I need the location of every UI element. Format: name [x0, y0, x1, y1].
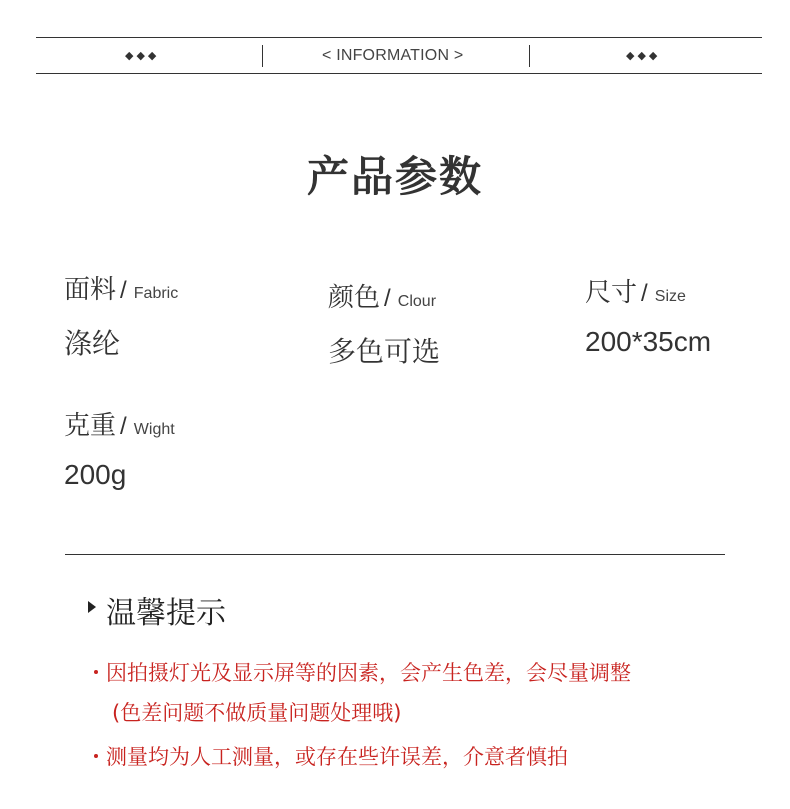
header-top-rule	[36, 37, 762, 38]
tips-heading	[88, 588, 226, 632]
triangle-bullet-icon	[88, 601, 96, 613]
tip-line-3	[94, 741, 568, 771]
spec-size-label	[585, 280, 686, 308]
spec-weight-label-cn: 克重	[64, 411, 117, 441]
header-right-divider	[529, 45, 530, 67]
tip-line-3-text: 测量均为人工测量，或存在些许误差，介意者慎拍	[106, 745, 568, 769]
spec-size-value: 200*35cm	[585, 326, 712, 357]
bullet-dot-icon	[94, 754, 98, 758]
header-left-diamonds-icon: ◆◆◆	[125, 49, 160, 62]
header-bottom-rule	[36, 73, 762, 74]
tip-line-1	[94, 657, 631, 687]
section-divider	[65, 554, 725, 555]
spec-size-slash: /	[641, 280, 648, 307]
spec-colour-slash: /	[384, 285, 391, 312]
tip-line-2	[112, 697, 401, 727]
spec-colour-label-en: Clour	[397, 293, 437, 310]
spec-weight-label	[64, 413, 175, 441]
spec-colour-value: 多色可选	[328, 335, 441, 368]
spec-fabric-slash: /	[120, 277, 127, 304]
spec-fabric-label	[64, 277, 178, 305]
spec-size-label-en: Size	[654, 288, 686, 305]
spec-fabric-label-en: Fabric	[133, 285, 179, 302]
spec-fabric-value: 涤纶	[64, 327, 121, 360]
page-title: 产品参数	[306, 152, 483, 201]
header-left-divider	[262, 45, 263, 67]
tips-title: 温馨提示	[106, 596, 226, 631]
spec-fabric-label-cn: 面料	[64, 275, 117, 305]
spec-weight-slash: /	[120, 413, 127, 440]
bullet-dot-icon	[94, 670, 98, 674]
spec-weight-value: 200g	[64, 459, 127, 490]
spec-colour-label	[328, 285, 436, 313]
header-information-label: < INFORMATION >	[322, 47, 464, 64]
spec-colour-label-cn: 颜色	[328, 283, 381, 313]
spec-weight-label-en: Wight	[133, 421, 175, 438]
tip-line-1-text: 因拍摄灯光及显示屏等的因素，会产生色差，会尽量调整	[106, 661, 631, 685]
header-right-diamonds-icon: ◆◆◆	[626, 49, 661, 62]
tip-line-2-text: (色差问题不做质量问题处理哦)	[112, 701, 402, 725]
spec-size-label-cn: 尺寸	[585, 278, 638, 308]
